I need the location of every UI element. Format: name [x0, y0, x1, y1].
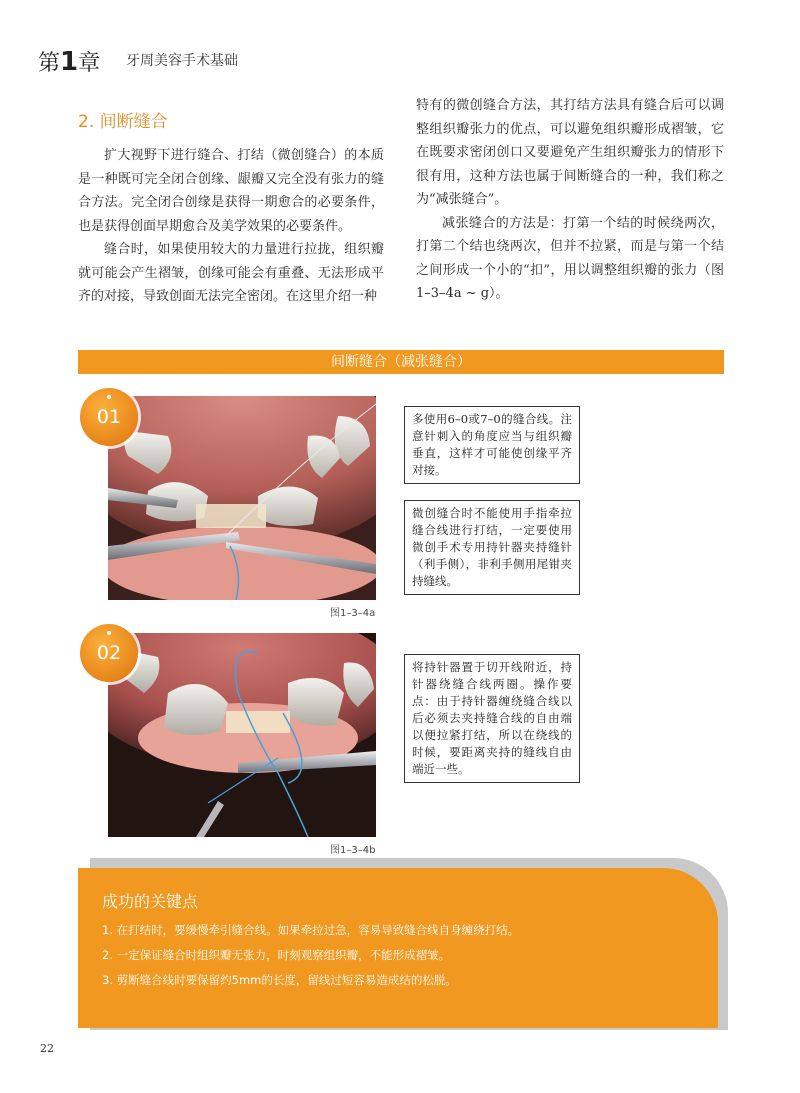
chapter-title: 牙周美容手术基础 — [126, 53, 238, 69]
step-number: 02 — [96, 642, 122, 664]
paragraph: 缝合时，如果使用较大的力量进行拉拢，组织瓣就可能会产生褶皱，创缘可能会有重叠、无法形成平齐的对接，导致创面无法完全密闭。在这里介绍一种 — [78, 242, 384, 304]
figure-caption: 图1–3–4b — [330, 845, 376, 856]
step-number: 01 — [96, 406, 122, 428]
badge-dot — [107, 395, 111, 399]
key-point-item: 2. 一定保证缝合时组织瓣无张力，时刻观察组织瓣，不能形成褶皱。 — [102, 948, 451, 962]
callout-box: 多使用6–0或7–0的缝合线。注意针刺入的角度应当与组织瓣垂直，这样才可能使创缘平齐对接。 — [404, 406, 580, 484]
page-number: 22 — [40, 1042, 54, 1055]
section-title: 2. 间断缝合 — [78, 112, 168, 132]
figure-caption: 图1–3–4a — [330, 608, 376, 619]
key-points-list — [102, 918, 519, 993]
dental-illustration — [108, 633, 376, 837]
paragraph: 特有的微创缝合方法，其打结方法具有缝合后可以调整组织瓣张力的优点，可以避免组织瓣形成褶皱，它在既要求密闭创口又要避免产生组织瓣张力的情形下很有用，这种方法也属于间断缝合的一种，我们称之为“减张缝合”。 — [416, 98, 724, 207]
paragraph: 减张缝合的方法是：打第一个结的时候绕两次，打第二个结也绕两次，但并不拉紧，而是与第一个结之间形成一个小的“扣”，用以调整组织瓣的张力（图1–3–4a ~ g）。 — [416, 215, 724, 301]
paragraph: 扩大视野下进行缝合、打结（微创缝合）的本质是一种既可完全闭合创缘、龈瓣又完全没有张力的缝合方法。完全闭合创缘是获得一期愈合的必要条件，也是获得创面早期愈合及美学效果的必要条件。 — [78, 148, 384, 234]
section-banner: 间断缝合（减张缝合） — [78, 350, 724, 374]
figure-photo-b — [108, 633, 376, 837]
badge-dot — [107, 631, 111, 635]
chapter-suffix: 章 — [78, 51, 101, 76]
callout-box: 将持针器置于切开线附近，持针器绕缝合线两圈。操作要点：由于持针器缠绕缝合线以后必须去夹持缝合线的自由端以便拉紧打结，所以在绕线的时候，要距离夹持的缝线自由端近一些。 — [404, 654, 580, 783]
left-column — [78, 144, 384, 309]
figure-photo-a — [108, 396, 376, 600]
callout-box: 微创缝合时不能使用手指牵拉缝合线进行打结，一定要使用微创手术专用持针器夹持缝针（利手侧），非利手侧用尾钳夹持缝线。 — [404, 500, 580, 595]
right-column — [416, 94, 724, 306]
chapter-number: 1 — [60, 47, 79, 77]
chapter-label — [38, 46, 100, 77]
key-point-item: 3. 剪断缝合线时要保留约5mm的长度，留线过短容易造成结的松脱。 — [102, 973, 457, 987]
dental-illustration — [108, 396, 376, 600]
chapter-prefix: 第 — [38, 51, 61, 76]
key-points-title: 成功的关键点 — [102, 892, 199, 911]
key-point-item: 1. 在打结时，要缓慢牵引缝合线。如果牵拉过急，容易导致缝合线自身缠绕打结。 — [102, 923, 520, 937]
